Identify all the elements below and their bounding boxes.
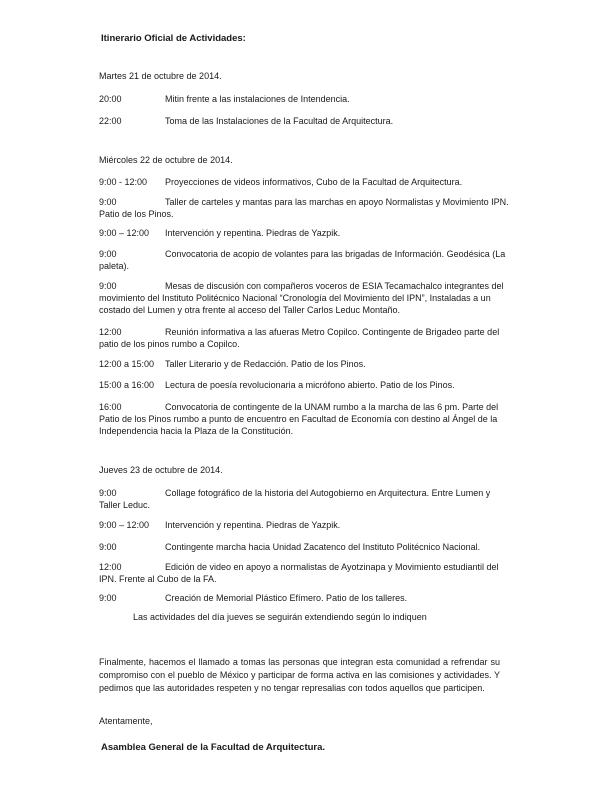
entry-text: Collage fotográfico de la historia del Autogobierno en Arquitectura. Entre Lumen y Taller Leduc.	[99, 488, 491, 510]
entry-text: Contingente marcha hacia Unidad Zacatenco del Instituto Politécnico Nacional.	[165, 542, 481, 552]
entry-time: 12:00 a 15:00	[99, 359, 155, 369]
entry-time: 12:00	[99, 327, 122, 337]
signature: Asamblea General de la Facultad de Arquitectura.	[101, 742, 326, 753]
schedule-entry	[99, 176, 509, 188]
entry-time: 9:00	[99, 249, 117, 259]
day-heading-tuesday: Martes 21 de octubre de 2014.	[99, 71, 222, 81]
entry-time: 12:00	[99, 562, 122, 572]
entry-text: Edición de video en apoyo a normalistas de Ayotzinapa y Movimiento estudiantil del IPN. Frente al Cubo de la FA.	[99, 562, 499, 584]
entry-text: Intervención y repentina. Piedras de Yazpik.	[165, 228, 341, 238]
entry-time: 9:00	[99, 488, 117, 498]
document-title: Itinerario Oficial de Actividades:	[101, 33, 246, 44]
entry-text: Intervención y repentina. Piedras de Yazpik.	[165, 520, 341, 530]
entry-text: Taller de carteles y mantas para las marchas en apoyo Normalistas y Movimiento IPN. Patio de los Pinos.	[99, 197, 509, 219]
entry-time: 15:00 a 16:00	[99, 380, 155, 390]
schedule-entry	[99, 401, 509, 437]
entry-time: 9:00	[99, 542, 117, 552]
schedule-entry	[99, 326, 509, 350]
schedule-entry	[99, 519, 509, 531]
schedule-entry	[99, 592, 509, 604]
regards-line: Atentamente,	[99, 716, 153, 726]
entry-time: 9:00 - 12:00	[99, 177, 148, 187]
schedule-entry	[99, 227, 509, 239]
entry-text: Taller Literario y de Redacción. Patio de los Pinos.	[165, 359, 366, 369]
entry-time: 16:00	[99, 402, 122, 412]
day-heading-wednesday: Miércoles 22 de octubre de 2014.	[99, 155, 233, 165]
thursday-note: Las actividades del día jueves se seguirán extendiendo según lo indiquen	[133, 612, 427, 622]
entry-text: Mesas de discusión con compañeros voceros de ESIA Tecamachalco integrantes del movimiento del Instituto Politécnico Nacional “Cronología del Movimiento del IPN”, Instaladas a un costado del Lumen y otra frente al acceso del Taller Carlos Leduc Montaño.	[99, 281, 504, 315]
schedule-entry	[99, 561, 509, 585]
entry-text: Convocatoria de acopio de volantes para las brigadas de Información. Geodésica (La paleta).	[99, 249, 506, 271]
schedule-entry	[99, 115, 509, 127]
entry-time: 22:00	[99, 116, 122, 126]
schedule-entry	[99, 280, 509, 316]
schedule-entry	[99, 358, 509, 370]
entry-text: Creación de Memorial Plástico Efímero. Patio de los talleres.	[165, 593, 408, 603]
schedule-entry	[99, 93, 509, 105]
entry-time: 9:00	[99, 281, 117, 291]
entry-text: Proyecciones de videos informativos, Cubo de la Facultad de Arquitectura.	[165, 177, 463, 187]
schedule-entry	[99, 248, 509, 272]
schedule-entry	[99, 196, 509, 220]
entry-time: 9:00	[99, 593, 117, 603]
day-heading-thursday: Jueves 23 de octubre de 2014.	[99, 465, 223, 475]
schedule-entry	[99, 379, 509, 391]
entry-time: 9:00 – 12:00	[99, 520, 150, 530]
entry-time: 20:00	[99, 94, 122, 104]
entry-time: 9:00 – 12:00	[99, 228, 150, 238]
schedule-entry	[99, 487, 509, 511]
entry-text: Convocatoria de contingente de la UNAM rumbo a la marcha de las 6 pm. Parte del Patio de los Pinos rumbo a punto de encuentro en Facultad de Economía con destino al Ángel de la Independencia hacia la Plaza de la Constitución.	[99, 402, 499, 436]
schedule-entry	[99, 541, 509, 553]
entry-time: 9:00	[99, 197, 117, 207]
entry-text: Reunión informativa a las afueras Metro Copilco. Contingente de Brigadeo parte del patio de los pinos rumbo a Copilco.	[99, 327, 500, 349]
entry-text: Toma de las Instalaciones de la Facultad de Arquitectura.	[165, 116, 394, 126]
entry-text: Mitin frente a las instalaciones de Intendencia.	[165, 94, 350, 104]
closing-paragraph: Finalmente, hacemos el llamado a tomas las personas que integran esta comunidad a refrendar su compromiso con el pueblo de México y participar de forma activa en las comisiones y actividades. Y pedimos que las autoridades respeten y no tengar represalias con todos aquellos que participen.	[99, 657, 500, 693]
entry-text: Lectura de poesía revolucionaria a micrófono abierto. Patio de los Pinos.	[165, 380, 455, 390]
